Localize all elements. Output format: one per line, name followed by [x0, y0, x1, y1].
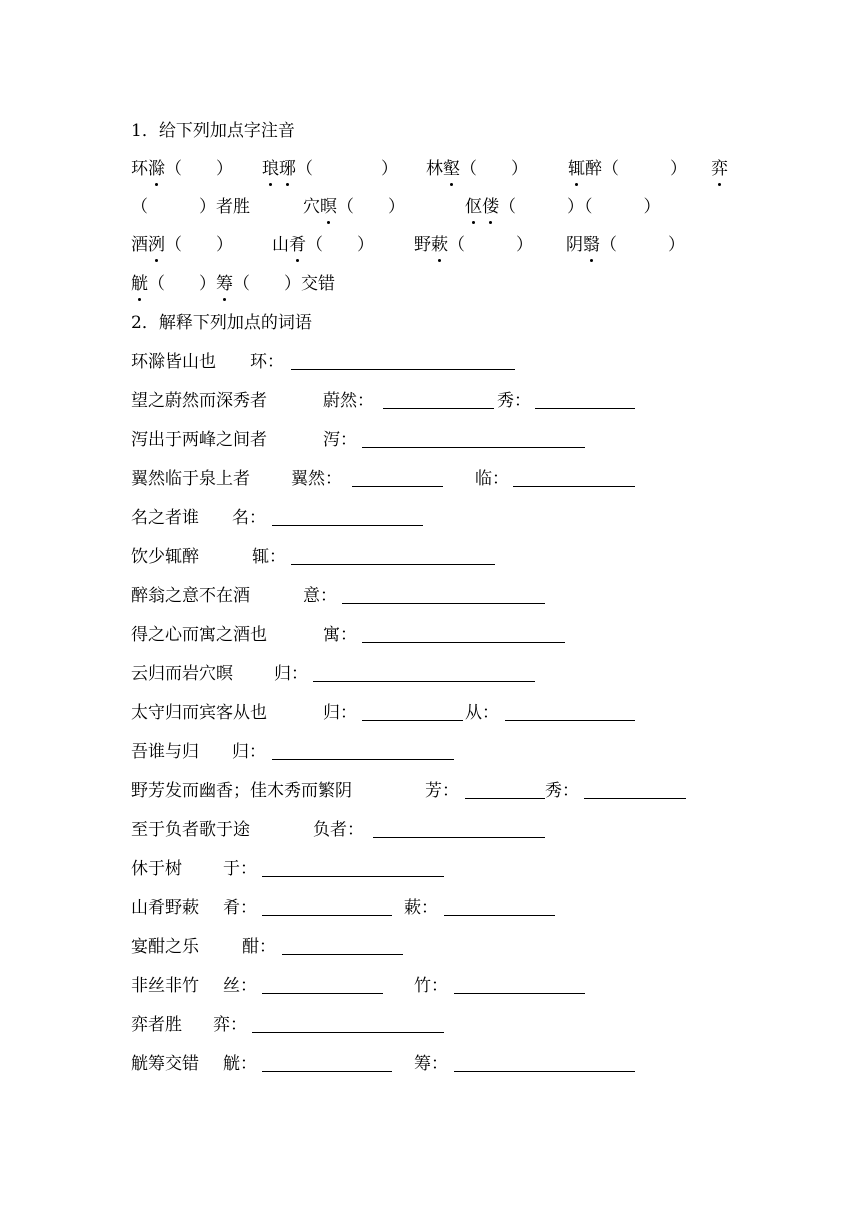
answer-line[interactable] [454, 1071, 635, 1072]
word-label: 肴： [223, 898, 257, 918]
dotted-char: 暝 [320, 194, 337, 220]
answer-blank[interactable]: （ ） [131, 197, 216, 217]
answer-line[interactable] [262, 915, 392, 916]
phrase: 泻出于两峰之间者 [131, 430, 267, 450]
section1-title: 1．给下列加点字注音 [131, 121, 295, 141]
answer-blank[interactable]: （ ）（ ） [499, 197, 661, 217]
definition-row [131, 817, 751, 843]
pinyin-row-3 [131, 232, 751, 258]
word-label: 临： [475, 469, 509, 489]
dotted-char: 弈 [711, 156, 728, 182]
definition-row [131, 622, 751, 648]
answer-line[interactable] [373, 837, 545, 838]
item-shanyao: 山肴（ ） [272, 232, 374, 258]
item-jiulie: 酒洌（ ） [131, 232, 233, 258]
answer-line[interactable] [272, 759, 454, 760]
word-label: 归： [323, 703, 357, 723]
answer-line[interactable] [505, 720, 635, 721]
word-label: 泻： [323, 430, 357, 450]
dotted-char: 壑 [443, 156, 460, 182]
answer-blank[interactable]: （ ） [460, 159, 528, 179]
word-label: 弈： [213, 1015, 247, 1035]
definition-row [131, 388, 751, 414]
definition-row [131, 856, 751, 882]
dotted-char: 辄 [568, 156, 585, 182]
dotted-char: 琊 [279, 156, 296, 182]
phrase: 山肴野蔌 [131, 898, 199, 918]
phrase: 醉翁之意不在酒 [131, 586, 250, 606]
word-label: 丝： [223, 976, 257, 996]
answer-blank[interactable]: （ ） [600, 235, 685, 255]
phrase: 太守归而宾客从也 [131, 703, 267, 723]
phrase: 云归而岩穴暝 [131, 664, 233, 684]
answer-line[interactable] [362, 720, 463, 721]
answer-line[interactable] [342, 603, 545, 604]
answer-blank[interactable]: （ ） [448, 235, 533, 255]
definition-row [131, 739, 751, 765]
answer-line[interactable] [352, 486, 443, 487]
phrase: 名之者谁 [131, 508, 199, 528]
answer-blank[interactable]: （ ） [233, 274, 301, 294]
dotted-char: 觥 [131, 271, 148, 297]
phrase: 吾谁与归 [131, 742, 199, 762]
answer-line[interactable] [313, 681, 535, 682]
dotted-char: 伛 [465, 194, 482, 220]
definition-row [131, 973, 751, 999]
answer-blank[interactable]: （ ） [337, 197, 405, 217]
pinyin-row-2 [131, 194, 751, 220]
word-label: 负者： [313, 820, 364, 840]
item-huanchu: 环滁（ ） [131, 156, 233, 182]
answer-blank[interactable]: （ ） [165, 159, 233, 179]
definition-row [131, 700, 751, 726]
word-label: 意： [303, 586, 337, 606]
item-linhe: 林壑（ ） [426, 156, 528, 182]
definition-row [131, 1051, 751, 1077]
answer-line[interactable] [262, 876, 444, 877]
word-label: 筹： [414, 1054, 448, 1074]
word-label: 归： [232, 742, 266, 762]
word-label: 秀： [497, 391, 531, 411]
word-label: 名： [232, 508, 266, 528]
answer-line[interactable] [383, 408, 494, 409]
dotted-char: 肴 [289, 232, 306, 258]
answer-line[interactable] [513, 486, 635, 487]
phrase: 至于负者歌于途 [131, 820, 250, 840]
pinyin-row-4 [131, 271, 751, 297]
word-label: 芳： [425, 781, 459, 801]
definition-row [131, 505, 751, 531]
definition-row [131, 427, 751, 453]
definition-row [131, 661, 751, 687]
answer-blank[interactable]: （ ） [165, 235, 233, 255]
definition-row [131, 544, 751, 570]
answer-line[interactable] [252, 1032, 444, 1033]
answer-line[interactable] [291, 564, 495, 565]
word-label: 竹： [414, 976, 448, 996]
word-label: 辄： [252, 547, 286, 567]
phrase: 觥筹交错 [131, 1054, 199, 1074]
word-label: 觥： [223, 1054, 257, 1074]
dotted-char: 琅 [262, 156, 279, 182]
word-label: 蔌： [404, 898, 438, 918]
answer-line[interactable] [362, 642, 565, 643]
item-yulou [465, 194, 661, 220]
dotted-char: 翳 [583, 232, 600, 258]
dotted-char: 偻 [482, 194, 499, 220]
word-label: 归： [274, 664, 308, 684]
item-yesu: 野蔌（ ） [414, 232, 533, 258]
answer-line[interactable] [362, 447, 585, 448]
phrase: 得之心而寓之酒也 [131, 625, 267, 645]
answer-line[interactable] [291, 369, 515, 370]
item-yi [711, 156, 728, 182]
word-label: 酣： [242, 937, 276, 957]
phrase: 望之蔚然而深秀者 [131, 391, 267, 411]
word-label: 于： [223, 859, 257, 879]
pinyin-row-1 [131, 156, 751, 182]
section2-title: 2．解释下列加点的词语 [131, 313, 312, 333]
item-xueming: 穴暝（ ） [303, 194, 405, 220]
answer-blank[interactable]: （ ） [296, 159, 398, 179]
answer-line[interactable] [584, 798, 686, 799]
phrase: 饮少辄醉 [131, 547, 199, 567]
definition-row [131, 1012, 751, 1038]
phrase: 翼然临于泉上者 [131, 469, 250, 489]
answer-line[interactable] [282, 954, 403, 955]
word-label: 蔚然： [323, 391, 374, 411]
item-zhezui: 辄醉（ ） [568, 156, 687, 182]
word-label: 从： [465, 703, 499, 723]
definition-row [131, 934, 751, 960]
phrase: 宴酣之乐 [131, 937, 199, 957]
definition-row [131, 583, 751, 609]
phrase: 环滁皆山也 [131, 352, 216, 372]
answer-line[interactable] [444, 915, 555, 916]
definition-row [131, 778, 751, 804]
item-yinyi: 阴翳（ ） [566, 232, 685, 258]
phrase: 休于树 [131, 859, 182, 879]
answer-line[interactable] [262, 993, 383, 994]
item-gongchou: 觥（ ）筹（ ）交错 [131, 271, 335, 297]
answer-blank[interactable]: （ ） [148, 274, 216, 294]
dotted-char: 滁 [148, 156, 165, 182]
word-label: 寓： [323, 625, 357, 645]
answer-line[interactable] [454, 993, 585, 994]
phrase: 野芳发而幽香；佳木秀而繁阴 [131, 781, 352, 801]
phrase: 非丝非竹 [131, 976, 199, 996]
definition-row [131, 349, 751, 375]
word-label: 环： [250, 352, 284, 372]
answer-line[interactable] [262, 1071, 392, 1072]
dotted-char: 蔌 [431, 232, 448, 258]
item-langya [262, 156, 398, 182]
definition-row [131, 895, 751, 921]
phrase: 弈者胜 [131, 1015, 182, 1035]
answer-line[interactable] [465, 798, 545, 799]
item-yizhesheng: （ ）者胜 [131, 197, 250, 217]
word-label: 翼然： [291, 469, 342, 489]
dotted-char: 洌 [148, 232, 165, 258]
dotted-char: 筹 [216, 271, 233, 297]
answer-line[interactable] [535, 408, 635, 409]
answer-blank[interactable]: （ ） [306, 235, 374, 255]
definition-row [131, 466, 751, 492]
word-label: 秀： [545, 781, 579, 801]
answer-line[interactable] [272, 525, 423, 526]
answer-blank[interactable]: （ ） [602, 159, 687, 179]
